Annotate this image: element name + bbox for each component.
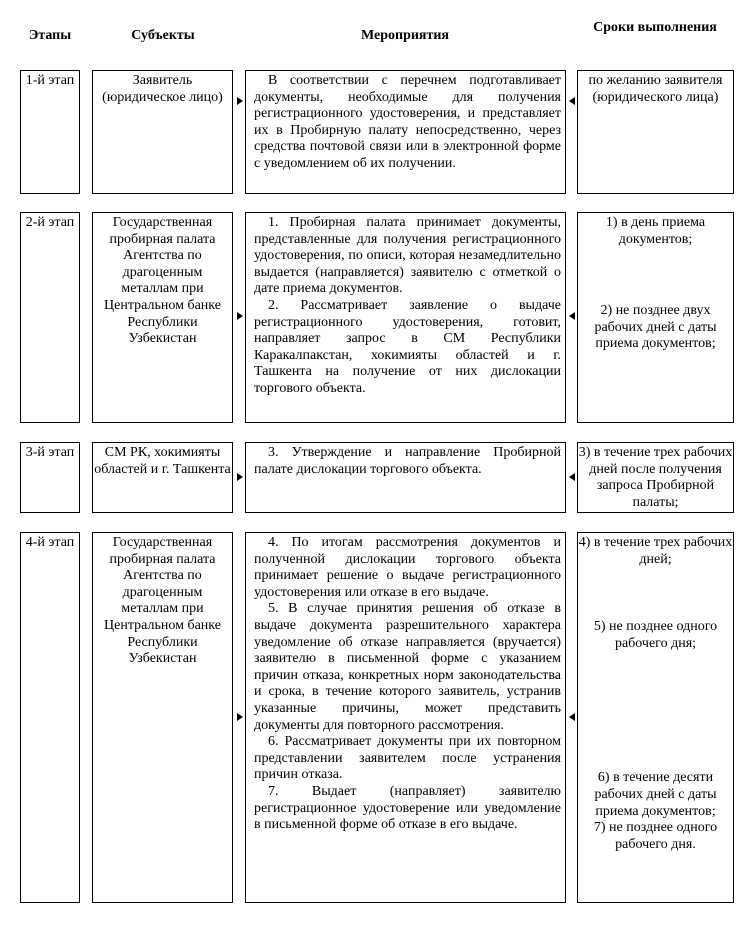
subject-label: Государственная пробирная палата Агентства по драгоценным металлам при Центральном банке Республики Узбекистан (104, 535, 221, 667)
header-stages: Этапы (28, 28, 72, 43)
term-text: 6) в течение десяти рабочих дней с даты приема документов; (594, 770, 717, 819)
subject-cell-4 (92, 532, 233, 903)
subject-cell-1 (92, 70, 233, 194)
header-deadlines: Сроки выполнения (593, 20, 717, 35)
stage-cell-4 (20, 532, 80, 903)
terms-cell-2 (577, 212, 734, 423)
header-subjects: Субъекты (131, 28, 195, 43)
activity-text: 7. Выдает (направляет) заявителю регистрационное удостоверение или уведомление в письменной форме об отказе в его выдаче. (254, 783, 561, 833)
activity-text: 2. Рассматривает заявление о выдаче регистрационного удостоверения, готовит, направляет запрос в СМ Республики Каракалпакстан, хокимияты областей и г. Ташкента на получение от них дислокации торгового объекта. (254, 297, 561, 396)
activity-text: В соответствии с перечнем подготавливает документы, необходимые для получения регистрационного удостоверения, и представляет их в Пробирную палату непосредственно, через средства почтовой связи или в электронной форме с уведомлением об их получении. (254, 73, 561, 171)
connector-arrow-icon (569, 473, 575, 481)
terms-cell-1 (577, 70, 734, 194)
stage-cell-2 (20, 212, 80, 423)
activity-text: 1. Пробирная палата принимает документы, представленные для получения регистрационного удостоверения, по описи, которая незамедлительно выдается (направляется) заявителю с отметкой о дате приема документов. (254, 215, 561, 297)
terms-cell-3 (577, 442, 734, 513)
connector-arrow-icon (569, 312, 575, 320)
connector-arrow-icon (237, 312, 243, 320)
connector-arrow-icon (237, 97, 243, 105)
stage-label: 3-й этап (25, 445, 75, 460)
connector-arrow-icon (569, 713, 575, 721)
activity-text: 4. По итогам рассмотрения документов и полученной дислокации торгового объекта принимает решение о выдаче регистрационного удостоверения или отказе в его выдаче. (254, 535, 561, 600)
subject-cell-3 (92, 442, 233, 513)
subject-label: Государственная пробирная палата Агентства по драгоценным металлам при Центральном банке Республики Узбекистан (104, 215, 221, 347)
header-activities: Мероприятия (360, 28, 450, 43)
term-text: 2) не позднее двух рабочих дней с даты приема документов; (594, 303, 717, 352)
activities-cell-1 (245, 70, 566, 194)
terms-cell-4 (577, 532, 734, 903)
term-text: 7) не позднее одного рабочего дня. (593, 820, 718, 852)
stage-label: 2-й этап (25, 215, 75, 230)
term-text: 3) в течение трех рабочих дней после получения запроса Пробирной палаты; (578, 445, 733, 510)
connector-arrow-icon (237, 473, 243, 481)
term-text: 4) в течение трех рабочих дней; (578, 535, 733, 567)
stage-cell-3 (20, 442, 80, 513)
stage-label: 1-й этап (25, 73, 75, 88)
term-text: по желанию заявителя (юридического лица) (588, 73, 723, 105)
subject-label: Заявитель (юридическое лицо) (102, 73, 223, 105)
subject-cell-2 (92, 212, 233, 423)
activities-cell-4 (245, 532, 566, 903)
activities-cell-3 (245, 442, 566, 513)
activity-text: 6. Рассматривает документы при их повторном представлении заявителем после устранения причин отказа. (254, 734, 561, 783)
activity-text: 3. Утверждение и направление Пробирной палате дислокации торгового объекта. (254, 445, 561, 477)
stage-label: 4-й этап (25, 535, 75, 550)
term-text: 1) в день приема документов; (605, 215, 706, 247)
connector-arrow-icon (569, 97, 575, 105)
term-text: 5) не позднее одного рабочего дня; (593, 619, 718, 651)
activities-cell-2 (245, 212, 566, 423)
stage-cell-1 (20, 70, 80, 194)
activity-text: 5. В случае принятия решения об отказе в выдаче документа разрешительного характера уведомление об отказе направляется (вручается) заявителю в письменной форме с указанием причин отказа, конкретных норм законодательства и срока, в течение которого заявитель, устранив указанные причины, может представить документы для повторного рассмотрения. (254, 601, 561, 733)
subject-label: СМ РК, хокимияты областей и г. Ташкента (94, 445, 231, 477)
connector-arrow-icon (237, 713, 243, 721)
